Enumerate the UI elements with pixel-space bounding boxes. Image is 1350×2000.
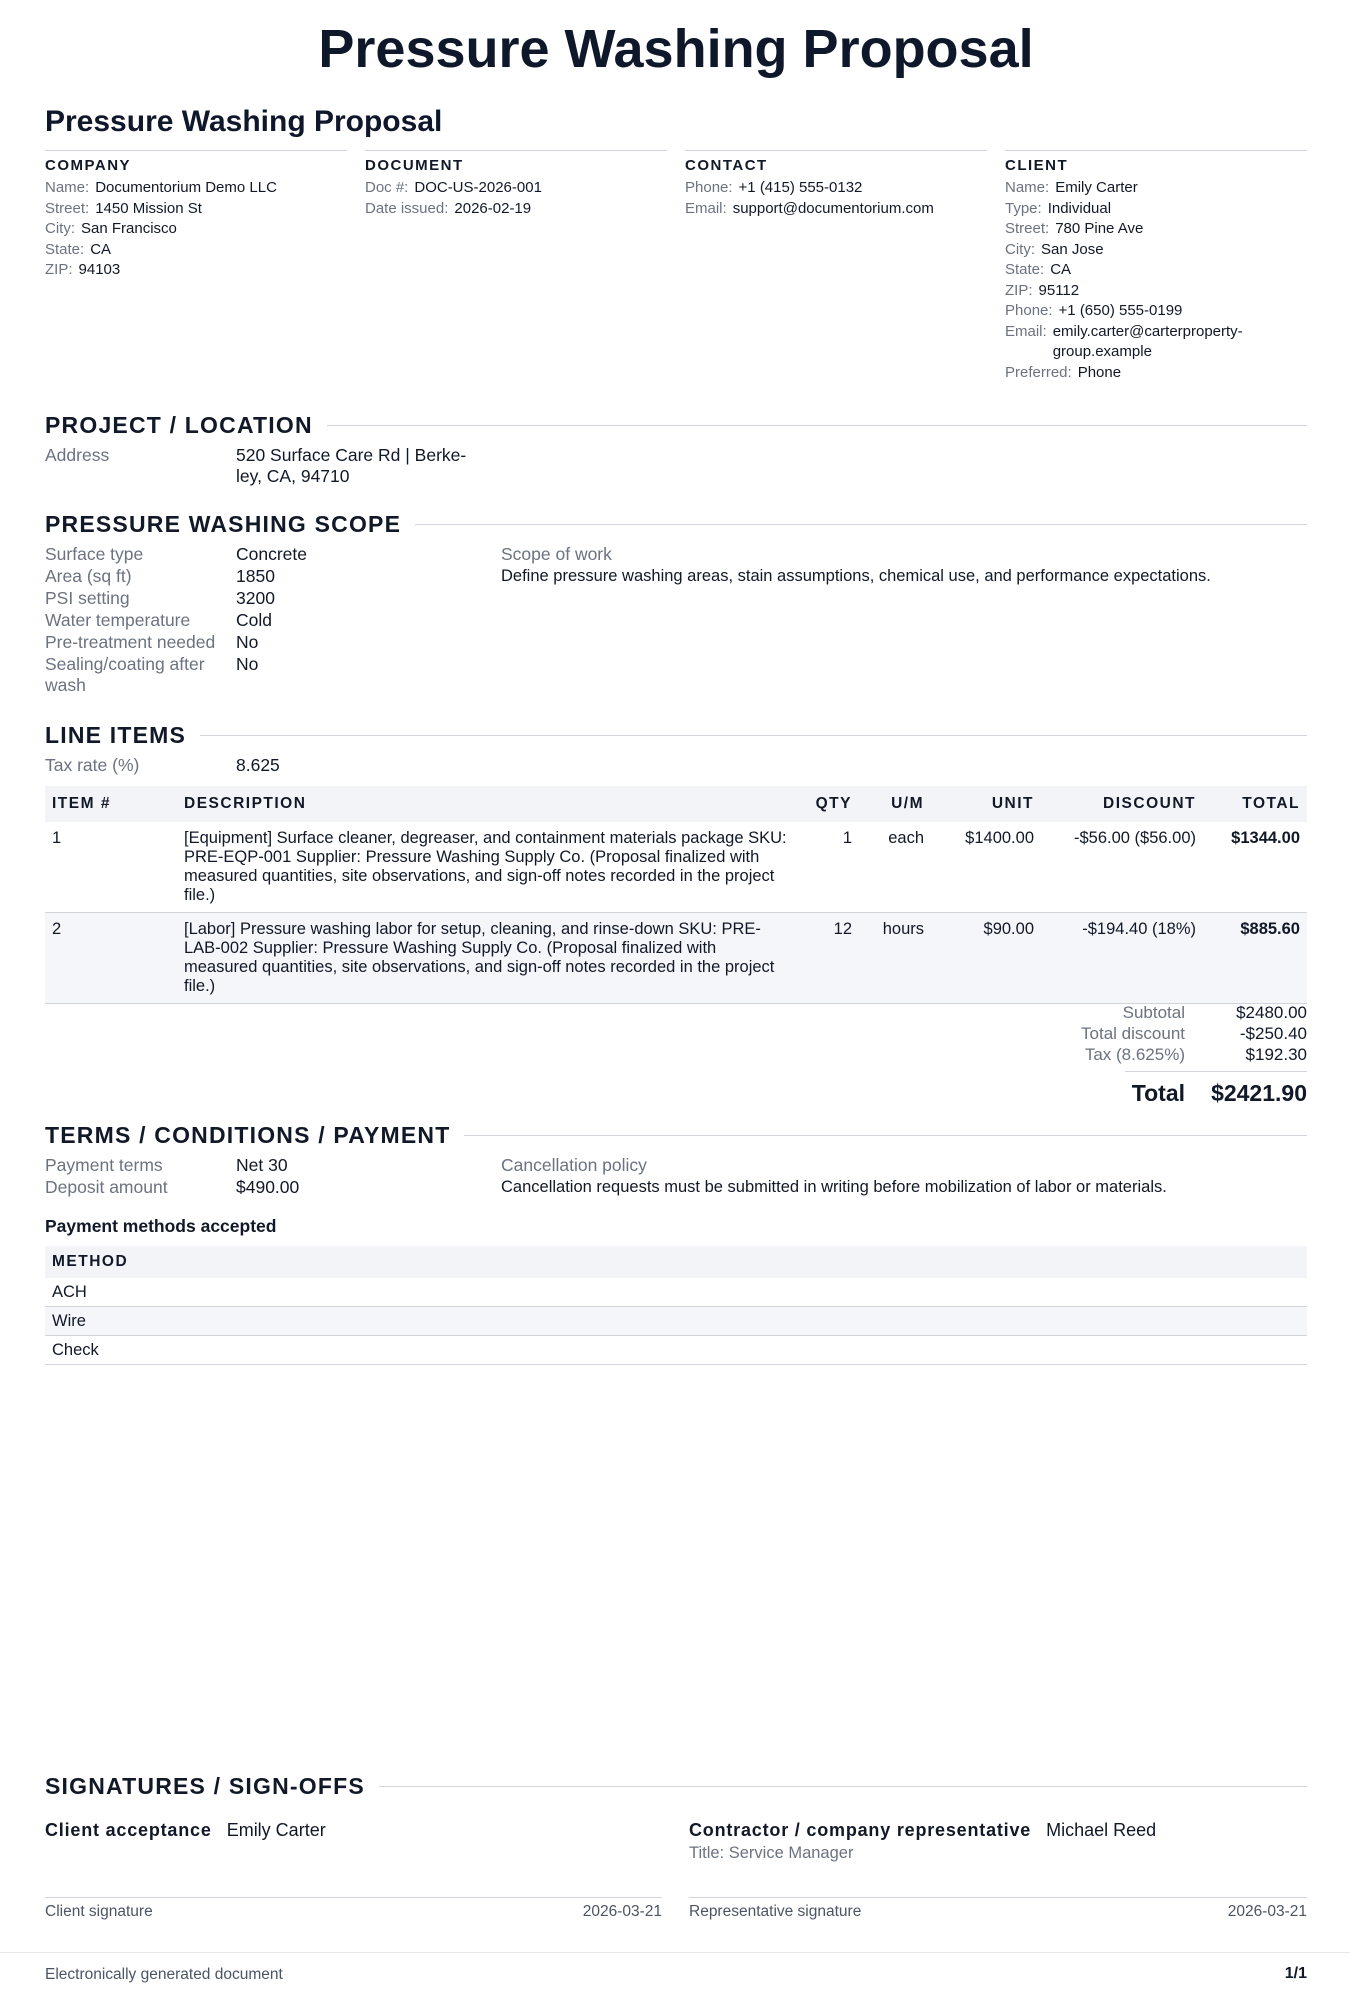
signatures-section-heading: [45, 1773, 1307, 1800]
cell-qty: 1: [799, 822, 859, 913]
company-fields: [45, 178, 347, 281]
tax-label: Tax (8.625%): [1084, 1045, 1185, 1064]
field-row: [1005, 301, 1307, 322]
footer-divider: [0, 1952, 1350, 1953]
subtotal-value: $2480.00: [1236, 1003, 1307, 1022]
field-label: Email:: [685, 199, 727, 217]
col-qty: QTY: [799, 786, 859, 822]
scope-heading-text: PRESSURE WASHING SCOPE: [45, 511, 402, 537]
cell-item: 2: [45, 913, 177, 1004]
rep-signature-label: Representative signature: [689, 1903, 862, 1920]
field-value: 2026-02-19: [454, 199, 532, 217]
field-label: Name:: [45, 179, 90, 196]
field-row: [45, 260, 347, 281]
cell-description: [Equipment] Surface cleaner, degreaser, and containment materials package SKU: PRE-EQP-001 Supplier: Pressure Washing Supply Co. (Proposal finalized with measured quantities, site observations, and sign-off notes recorded in the project file.): [177, 822, 799, 913]
rep-signature-date: 2026-03-21: [1227, 1903, 1307, 1920]
cell-description: [Labor] Pressure washing labor for setup, cleaning, and rinse-down SKU: PRE-LAB-002 Supplier: Pressure Washing Supply Co. (Proposal finalized with measured quantities, site observations, and sign-off notes recorded in the project file.): [177, 913, 799, 1004]
address-label: Address: [45, 445, 110, 465]
field-value: +1 (415) 555-0132: [738, 179, 863, 196]
list-item: [45, 1307, 1307, 1336]
field-label: ZIP:: [1005, 281, 1033, 299]
rep-acceptance-label: Contractor / company representative: [689, 1820, 1032, 1840]
table-row: [45, 822, 1307, 913]
client-acceptance: [45, 1819, 326, 1841]
document-fields: [365, 178, 667, 219]
rep-title: Title: Service Manager: [689, 1844, 854, 1862]
field-row: [1005, 219, 1307, 240]
line-items-header-row: [45, 786, 1307, 822]
scope-of-work-text: Define pressure washing areas, stain assumptions, chemical use, and performance expectations.: [501, 567, 1211, 585]
field-label: Phone:: [1005, 302, 1053, 319]
footer-note: Electronically generated document: [45, 1966, 283, 1983]
line-items-table: [45, 786, 1307, 1004]
sealing-label: Sealing/coating after wash: [45, 654, 205, 695]
page-number: 1/1: [1284, 1965, 1307, 1982]
sealing-value: No: [236, 654, 259, 674]
field-label: Name:: [1005, 179, 1050, 196]
cancellation-label: Cancellation policy: [501, 1155, 647, 1175]
field-label: Street:: [1005, 220, 1050, 237]
field-label: Doc #:: [365, 179, 409, 196]
payment-terms-label: Payment terms: [45, 1155, 163, 1175]
total-discount-value: -$250.40: [1239, 1024, 1307, 1043]
field-value: CA: [1050, 261, 1072, 278]
psi-value: 3200: [236, 588, 275, 608]
tax-value: $192.30: [1245, 1045, 1307, 1064]
cell-total: $885.60: [1203, 913, 1307, 1004]
field-row: [1005, 199, 1307, 220]
project-heading-text: PROJECT / LOCATION: [45, 412, 313, 438]
field-row: [685, 178, 987, 199]
pretreat-value: No: [236, 632, 259, 652]
address-value: 520 Surface Care Rd | Berke-ley, CA, 94710: [236, 445, 467, 486]
deposit-value: $490.00: [236, 1177, 300, 1197]
field-value: Phone: [1077, 363, 1122, 381]
contact-fields: [685, 178, 987, 219]
field-value: +1 (650) 555-0199: [1058, 302, 1183, 319]
col-um: U/M: [859, 786, 931, 822]
signatures-heading-text: SIGNATURES / SIGN-OFFS: [45, 1773, 365, 1799]
client-signature-date: 2026-03-21: [582, 1903, 662, 1920]
cell-um: each: [859, 822, 931, 913]
document-title: Pressure Washing Proposal: [318, 19, 1034, 79]
payment-method: Wire: [45, 1307, 1307, 1336]
field-label: Type:: [1005, 199, 1042, 217]
area-value: 1850: [236, 566, 275, 586]
tax-rate-label: Tax rate (%): [45, 755, 140, 775]
col-total: TOTAL: [1203, 786, 1307, 822]
line-items-heading-text: LINE ITEMS: [45, 722, 187, 748]
field-label: ZIP:: [45, 261, 73, 278]
line-items-body: [45, 822, 1307, 1004]
terms-section-heading: [45, 1122, 1307, 1149]
contact-heading: CONTACT: [685, 157, 768, 174]
field-row: [1005, 240, 1307, 261]
rep-acceptance: [689, 1819, 1156, 1841]
cell-item: 1: [45, 822, 177, 913]
field-row: [1005, 322, 1307, 363]
scope-section-heading: [45, 511, 1307, 538]
field-label: State:: [45, 240, 85, 258]
document-heading: DOCUMENT: [365, 157, 464, 174]
field-value: Individual: [1047, 199, 1112, 217]
field-value: Emily Carter: [1055, 179, 1138, 196]
client-acceptance-label: Client acceptance: [45, 1820, 212, 1840]
field-row: [365, 178, 667, 199]
field-label: Preferred:: [1005, 363, 1072, 381]
field-label: Phone:: [685, 179, 733, 196]
totals-divider: [1125, 1071, 1307, 1072]
list-item: [45, 1278, 1307, 1307]
rep-signature-line: [689, 1897, 1307, 1898]
field-value: Documentorium Demo LLC: [95, 179, 277, 196]
payment-method: Check: [45, 1336, 1307, 1365]
cell-unit: $1400.00: [931, 822, 1041, 913]
field-value: DOC-US-2026-001: [414, 179, 542, 196]
cancellation-text: Cancellation requests must be submitted in writing before mobilization of labor or materials.: [501, 1178, 1167, 1196]
field-label: City:: [1005, 240, 1035, 258]
field-row: [1005, 260, 1307, 281]
party-grid: [45, 150, 1307, 380]
client-signature-label: Client signature: [45, 1903, 153, 1920]
list-item: [45, 1336, 1307, 1365]
contact-block: [685, 150, 987, 219]
col-unit: UNIT: [931, 786, 1041, 822]
scope-of-work-label: Scope of work: [501, 544, 612, 564]
col-discount: DISCOUNT: [1041, 786, 1203, 822]
payment-methods-body: [45, 1278, 1307, 1365]
cell-total: $1344.00: [1203, 822, 1307, 913]
line-items-section-heading: [45, 722, 1307, 749]
field-row: [365, 199, 667, 220]
total-discount-label: Total discount: [1081, 1024, 1185, 1043]
field-label: Date issued:: [365, 199, 449, 217]
document-block: [365, 150, 667, 219]
subtotal-label: Subtotal: [1122, 1003, 1185, 1022]
document-page: [45, 0, 1307, 2000]
water-temp-label: Water temperature: [45, 610, 191, 630]
grand-total-value: $2421.90: [1211, 1080, 1307, 1106]
col-method: METHOD: [45, 1246, 1307, 1278]
payment-terms-value: Net 30: [236, 1155, 288, 1175]
company-block: [45, 150, 347, 281]
client-signature-line: [45, 1897, 662, 1898]
tax-rate-value: 8.625: [236, 755, 280, 775]
cell-discount: -$56.00 ($56.00): [1041, 822, 1203, 913]
payment-method: ACH: [45, 1278, 1307, 1307]
col-description: DESCRIPTION: [177, 786, 799, 822]
field-value: emily.carter@carterproperty-group.example: [1052, 322, 1243, 360]
pretreat-label: Pre-treatment needed: [45, 632, 216, 652]
client-fields: [1005, 178, 1307, 383]
client-acceptance-name: Emily Carter: [226, 1820, 326, 1840]
field-row: [1005, 363, 1307, 384]
field-row: [685, 199, 987, 220]
grand-total-label: Total: [1131, 1080, 1185, 1106]
field-value: support@documentorium.com: [732, 199, 934, 217]
field-value: San Jose: [1041, 240, 1104, 258]
rep-acceptance-name: Michael Reed: [1046, 1820, 1157, 1840]
payment-methods-table: [45, 1246, 1307, 1365]
cell-discount: -$194.40 (18%): [1041, 913, 1203, 1004]
client-block: [1005, 150, 1307, 383]
field-row: [1005, 281, 1307, 302]
field-label: City:: [45, 220, 75, 237]
field-label: State:: [1005, 261, 1045, 278]
water-temp-value: Cold: [236, 610, 272, 630]
field-row: [1005, 178, 1307, 199]
area-label: Area (sq ft): [45, 566, 132, 586]
psi-label: PSI setting: [45, 588, 130, 608]
surface-type-label: Surface type: [45, 544, 144, 564]
project-section-heading: [45, 412, 1307, 439]
field-value: San Francisco: [81, 220, 177, 237]
field-label: Email:: [1005, 322, 1047, 340]
field-row: [45, 199, 347, 220]
cell-um: hours: [859, 913, 931, 1004]
field-value: 1450 Mission St: [95, 199, 202, 217]
payment-methods-heading: Payment methods accepted: [45, 1216, 277, 1236]
client-heading: CLIENT: [1005, 157, 1069, 174]
company-heading: COMPANY: [45, 157, 132, 174]
cell-unit: $90.00: [931, 913, 1041, 1004]
terms-heading-text: TERMS / CONDITIONS / PAYMENT: [45, 1122, 451, 1148]
field-row: [45, 219, 347, 240]
field-value: 95112: [1038, 281, 1080, 299]
document-subtitle: Pressure Washing Proposal: [45, 105, 443, 138]
field-row: [45, 178, 347, 199]
surface-type-value: Concrete: [236, 544, 308, 564]
field-value: CA: [90, 240, 112, 258]
col-item: ITEM #: [45, 786, 177, 822]
field-label: Street:: [45, 199, 90, 217]
cell-qty: 12: [799, 913, 859, 1004]
deposit-label: Deposit amount: [45, 1177, 168, 1197]
field-value: 94103: [78, 261, 121, 278]
field-value: 780 Pine Ave: [1055, 220, 1144, 237]
field-row: [45, 240, 347, 261]
table-row: [45, 913, 1307, 1004]
